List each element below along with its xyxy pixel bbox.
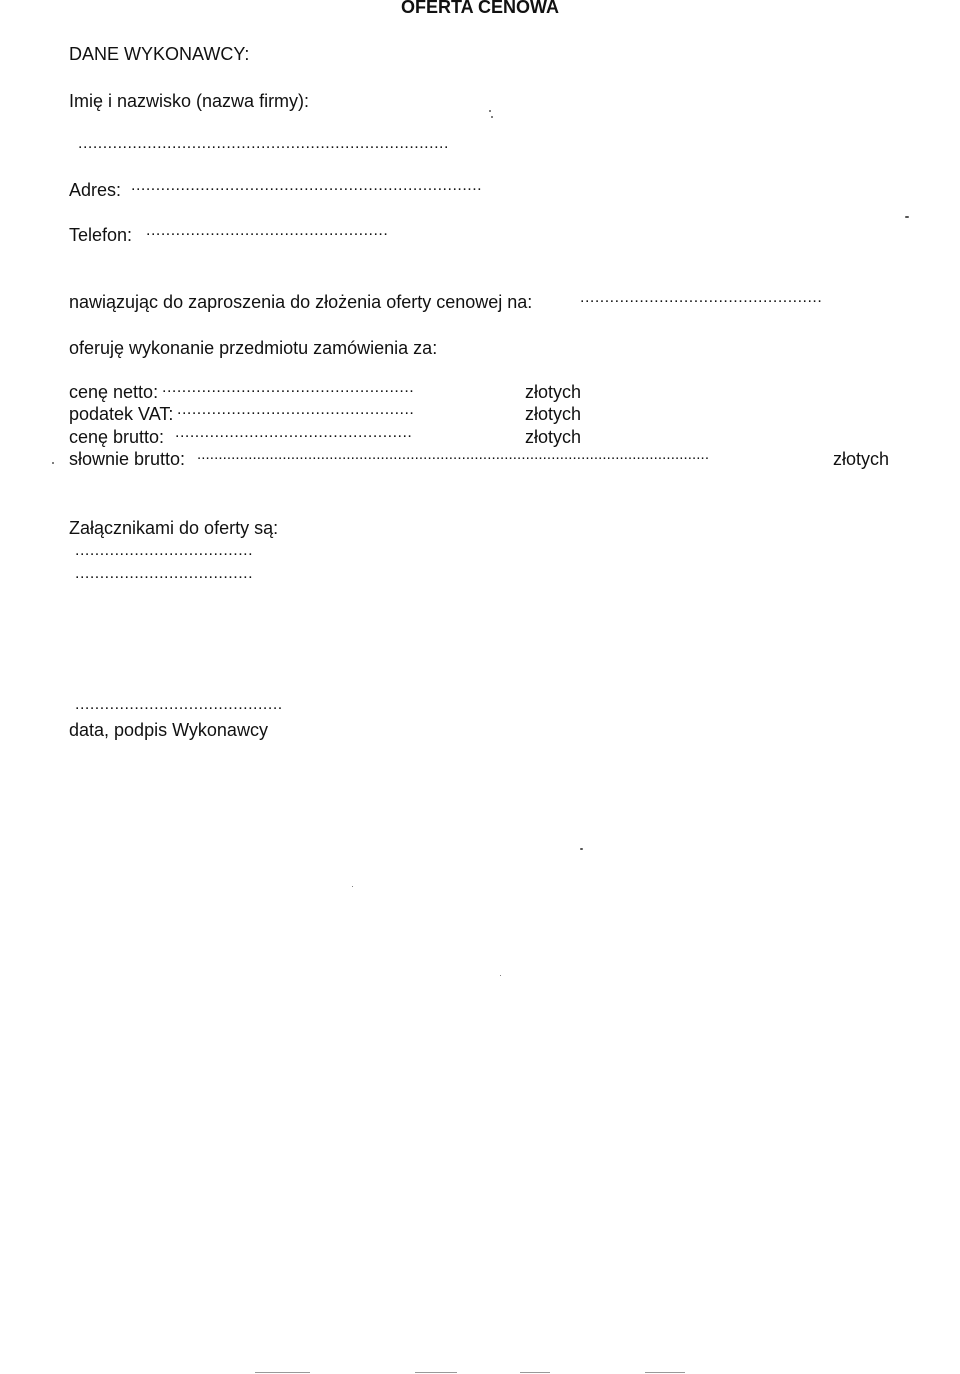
scan-speck: [905, 216, 909, 218]
invitation-fill-line: .................................................: [580, 289, 823, 306]
scan-speck: [52, 462, 54, 464]
document-title: OFERTA CENOWA: [401, 0, 559, 17]
phone-label: Telefon:: [69, 225, 133, 245]
attachment-line-1: ....................................: [75, 542, 254, 559]
attachment-line-2: ....................................: [75, 565, 254, 582]
scan-speck: [580, 848, 583, 850]
name-label: Imię i nazwisko (nazwa firmy):: [69, 91, 310, 111]
contractor-heading: DANE WYKONAWCY:: [69, 44, 250, 64]
signature-label: data, podpis Wykonawcy: [69, 720, 268, 740]
address-label: Adres:: [69, 180, 122, 200]
scan-speck: [491, 116, 493, 118]
price-gross-currency: złotych: [525, 427, 582, 447]
address-fill-line: .......................................................................: [131, 177, 483, 194]
signature-fill-line: ..........................................: [75, 696, 283, 713]
price-net-fill-line: ...................................................: [162, 379, 415, 396]
in-words-label: słownie brutto:: [69, 449, 186, 469]
attachments-label: Załącznikami do oferty są:: [69, 518, 279, 538]
invitation-text: nawiązując do zaproszenia do złożenia oferty cenowej na:: [69, 292, 533, 312]
in-words-fill-line: ........................................................................................................................: [197, 446, 710, 463]
name-fill-line: ...........................................................................: [78, 135, 449, 152]
price-gross-fill-line: ................................................: [175, 424, 413, 441]
scan-edge-mark: [520, 1372, 550, 1373]
scan-edge-mark: [645, 1372, 685, 1373]
in-words-currency: złotych: [833, 449, 890, 469]
vat-currency: złotych: [525, 404, 582, 424]
offer-text: oferuję wykonanie przedmiotu zamówienia za:: [69, 338, 438, 358]
vat-label: podatek VAT:: [69, 404, 174, 424]
price-net-label: cenę netto:: [69, 382, 159, 402]
scan-speck: [489, 110, 491, 112]
vat-fill-line: ................................................: [177, 401, 415, 418]
scan-speck: [500, 975, 501, 976]
scan-edge-mark: [415, 1372, 457, 1373]
scan-speck: [352, 886, 353, 887]
price-net-currency: złotych: [525, 382, 582, 402]
price-gross-label: cenę brutto:: [69, 427, 165, 447]
phone-fill-line: .................................................: [146, 222, 389, 239]
scan-edge-mark: [255, 1372, 310, 1373]
